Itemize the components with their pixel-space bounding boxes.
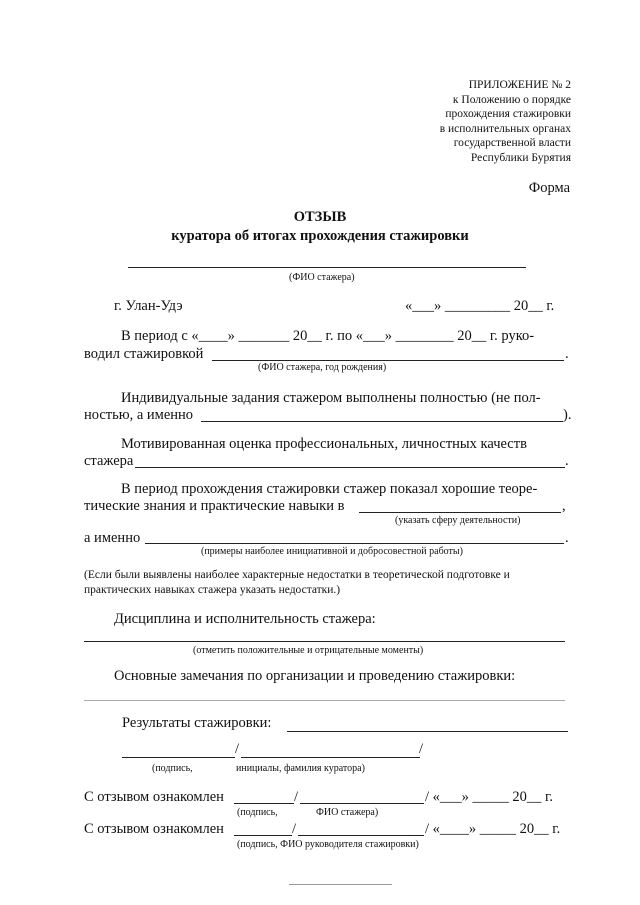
appendix-line: государственной власти — [453, 137, 571, 150]
curator-signature-line — [122, 757, 235, 758]
motivation-line — [135, 467, 565, 468]
appendix-line: к Положению о порядке — [452, 93, 571, 106]
motivation-line-1: Мотивированная оценка профессиональных, личностных качеств — [121, 436, 527, 452]
trainee-name-line — [128, 267, 526, 268]
footer-separator — [289, 884, 392, 885]
slash: / — [235, 741, 240, 757]
tasks-line-2: ностью, а именно — [84, 407, 194, 423]
period-caption: (ФИО стажера, год рождения) — [258, 362, 387, 373]
document-title: ОТЗЫВ — [293, 209, 347, 225]
remarks-label: Основные замечания по организации и проведению стажировки: — [114, 668, 516, 684]
knowledge-line-1: В период прохождения стажировки стажер показал хорошие теоре- — [121, 481, 538, 497]
discipline-caption: (отметить положительные и отрицательные моменты) — [193, 645, 424, 656]
ack2-name-line — [298, 835, 424, 836]
results-line — [287, 731, 568, 732]
appendix-line: ПРИЛОЖЕНИЕ № 2 — [468, 79, 571, 91]
ack1-name-line — [300, 803, 424, 804]
appendix-line: в исполнительных органах — [439, 122, 571, 135]
trainee-caption: (ФИО стажера) — [289, 272, 355, 283]
discipline-label: Дисциплина и исполнительность стажера: — [114, 611, 376, 627]
tasks-line — [201, 421, 563, 422]
tasks-line-1: Индивидуальные задания стажером выполнены полностью (не пол- — [121, 390, 541, 406]
form-label: Форма — [528, 180, 570, 196]
ack1-sign-caption: (подпись, — [237, 807, 278, 818]
date-line: «___» _________ 20__ г. — [405, 298, 555, 314]
curator-sign-caption: (подпись, — [152, 763, 193, 774]
ack2-date: / «____» _____ 20__ г. — [425, 821, 561, 837]
document-subtitle: куратора об итогах прохождения стажировки — [171, 228, 469, 244]
knowledge-line-2: тические знания и практические навыки в — [84, 498, 345, 514]
tasks-end: ). — [563, 407, 572, 423]
appendix-line: Республики Бурятия — [470, 151, 571, 164]
note-line-1: (Если были выявлены наиболее характерные недостатки в теоретической подготовке и — [84, 569, 510, 581]
period-end: . — [565, 346, 569, 362]
ack1-signature-line — [234, 803, 294, 804]
remarks-line — [84, 700, 565, 701]
period-line-1: В период с «____» _______ 20__ г. по «___» ________ 20__ г. руко- — [121, 328, 535, 344]
ack1-label: С отзывом ознакомлен — [84, 789, 224, 805]
knowledge-line-3: а именно — [84, 530, 141, 546]
curator-name-caption: инициалы, фамилия куратора) — [236, 763, 365, 774]
activity-field-line — [359, 512, 561, 513]
examples-line — [145, 543, 564, 544]
ack1-name-caption: ФИО стажера) — [316, 807, 379, 818]
appendix-line: прохождения стажировки — [445, 108, 571, 121]
slash: / — [292, 821, 297, 837]
examples-caption: (примеры наиболее инициативной и добросовестной работы) — [201, 546, 463, 557]
results-label: Результаты стажировки: — [122, 715, 272, 731]
motivation-end: . — [565, 453, 569, 469]
curator-name-line — [241, 757, 420, 758]
supervisor-name-line — [212, 360, 564, 361]
knowledge-comma: , — [562, 498, 566, 514]
activity-caption: (указать сферу деятельности) — [395, 515, 521, 526]
ack2-caption: (подпись, ФИО руководителя стажировки) — [237, 839, 419, 850]
city: г. Улан-Удэ — [114, 298, 183, 314]
motivation-line-2: стажера — [84, 453, 134, 469]
knowledge-end: . — [565, 530, 569, 546]
ack2-signature-line — [234, 835, 292, 836]
slash: / — [294, 789, 299, 805]
note-line-2: практических навыках стажера указать недостатки.) — [84, 584, 341, 596]
ack2-label: С отзывом ознакомлен — [84, 821, 224, 837]
appendix-block — [351, 78, 571, 166]
period-line-2: водил стажировкой — [84, 346, 204, 362]
discipline-line — [84, 641, 565, 642]
slash: / — [419, 741, 424, 757]
ack1-date: / «___» _____ 20__ г. — [425, 789, 553, 805]
